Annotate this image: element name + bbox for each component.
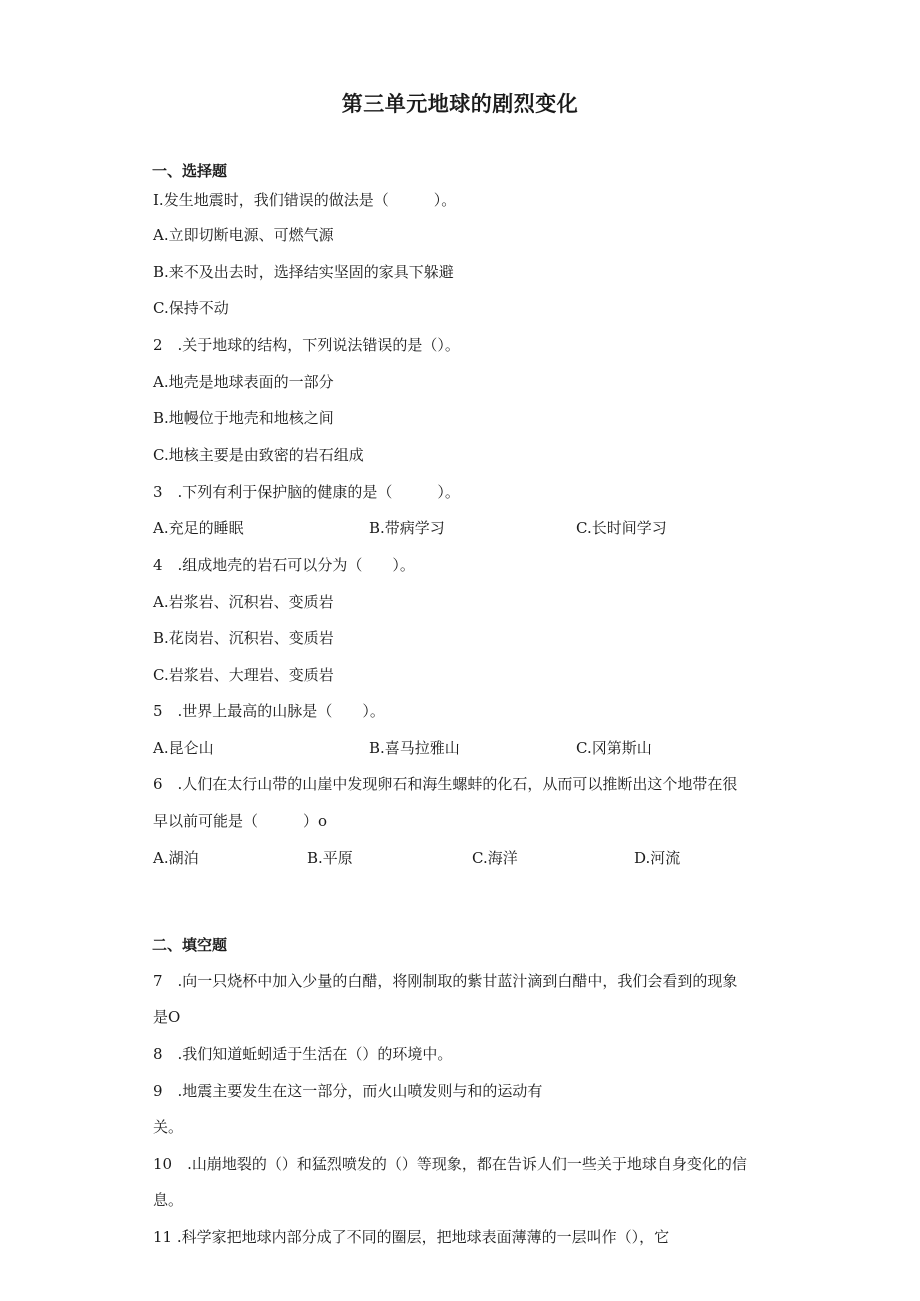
question-6-stem-line-2: 早以前可能是（ ）o: [153, 812, 328, 830]
question-7-line-2: 是O: [153, 1008, 181, 1026]
question-3-option-c: C.长时间学习: [576, 519, 667, 537]
question-2-option-a: A.地壳是地球表面的一部分: [153, 373, 334, 391]
section-heading-fill: 二、填空题: [152, 936, 228, 954]
question-1-option-a: A.立即切断电源、可燃气源: [153, 226, 334, 244]
question-2-option-c: C.地核主要是由致密的岩石组成: [153, 446, 364, 464]
question-9-line-2: 关。: [153, 1118, 184, 1136]
question-6-option-d: D.河流: [634, 849, 681, 867]
question-4-option-b: B.花岗岩、沉积岩、变质岩: [153, 629, 334, 647]
question-2-option-b: B.地幔位于地壳和地核之间: [153, 409, 334, 427]
question-6-option-b: B.平原: [307, 849, 353, 867]
question-6-stem-line-1: 6 .人们在太行山带的山崖中发现卵石和海生螺蚌的化石，从而可以推断出这个地带在很: [153, 775, 738, 793]
question-1-stem: I.发生地震时，我们错误的做法是（ ）。: [153, 191, 457, 209]
question-9-line-1: 9 .地震主要发生在这一部分，而火山喷发则与和的运动有: [153, 1082, 543, 1100]
question-7-line-1: 7 .向一只烧杯中加入少量的白醋，将刚制取的紫甘蓝汁滴到白醋中，我们会看到的现象: [153, 972, 738, 990]
question-2-stem: 2 .关于地球的结构，下列说法错误的是（）。: [153, 336, 460, 354]
question-6-option-a: A.湖泊: [153, 849, 199, 867]
question-11-line-1: 11 .科学家把地球内部分成了不同的圈层，把地球表面薄薄的一层叫作（），它: [153, 1228, 670, 1246]
page-title: 第三单元地球的剧烈变化: [341, 92, 579, 116]
question-6-option-c: C.海洋: [472, 849, 518, 867]
question-8-line-1: 8 .我们知道蚯蚓适于生活在（）的环境中。: [153, 1045, 453, 1063]
question-5-option-a: A.昆仑山: [153, 739, 214, 757]
question-4-option-a: A.岩浆岩、沉积岩、变质岩: [153, 593, 334, 611]
question-4-option-c: C.岩浆岩、大理岩、变质岩: [153, 666, 334, 684]
question-3-option-b: B.带病学习: [369, 519, 445, 537]
question-1-option-b: B.来不及出去时，选择结实坚固的家具下躲避: [153, 263, 454, 281]
question-5-stem: 5 .世界上最高的山脉是（ ）。: [153, 702, 385, 720]
question-10-line-1: 10 .山崩地裂的（）和猛烈喷发的（）等现象，都在告诉人们一些关于地球自身变化的信: [153, 1155, 747, 1173]
question-3-stem: 3 .下列有利于保护脑的健康的是（ ）。: [153, 483, 460, 501]
question-3-option-a: A.充足的睡眠: [153, 519, 244, 537]
section-heading-choice: 一、选择题: [152, 162, 228, 180]
question-5-option-c: C.冈第斯山: [576, 739, 652, 757]
question-4-stem: 4 .组成地壳的岩石可以分为（ ）。: [153, 556, 415, 574]
question-1-option-c: C.保持不动: [153, 299, 229, 317]
question-10-line-2: 息。: [153, 1191, 184, 1209]
question-5-option-b: B.喜马拉雅山: [369, 739, 460, 757]
